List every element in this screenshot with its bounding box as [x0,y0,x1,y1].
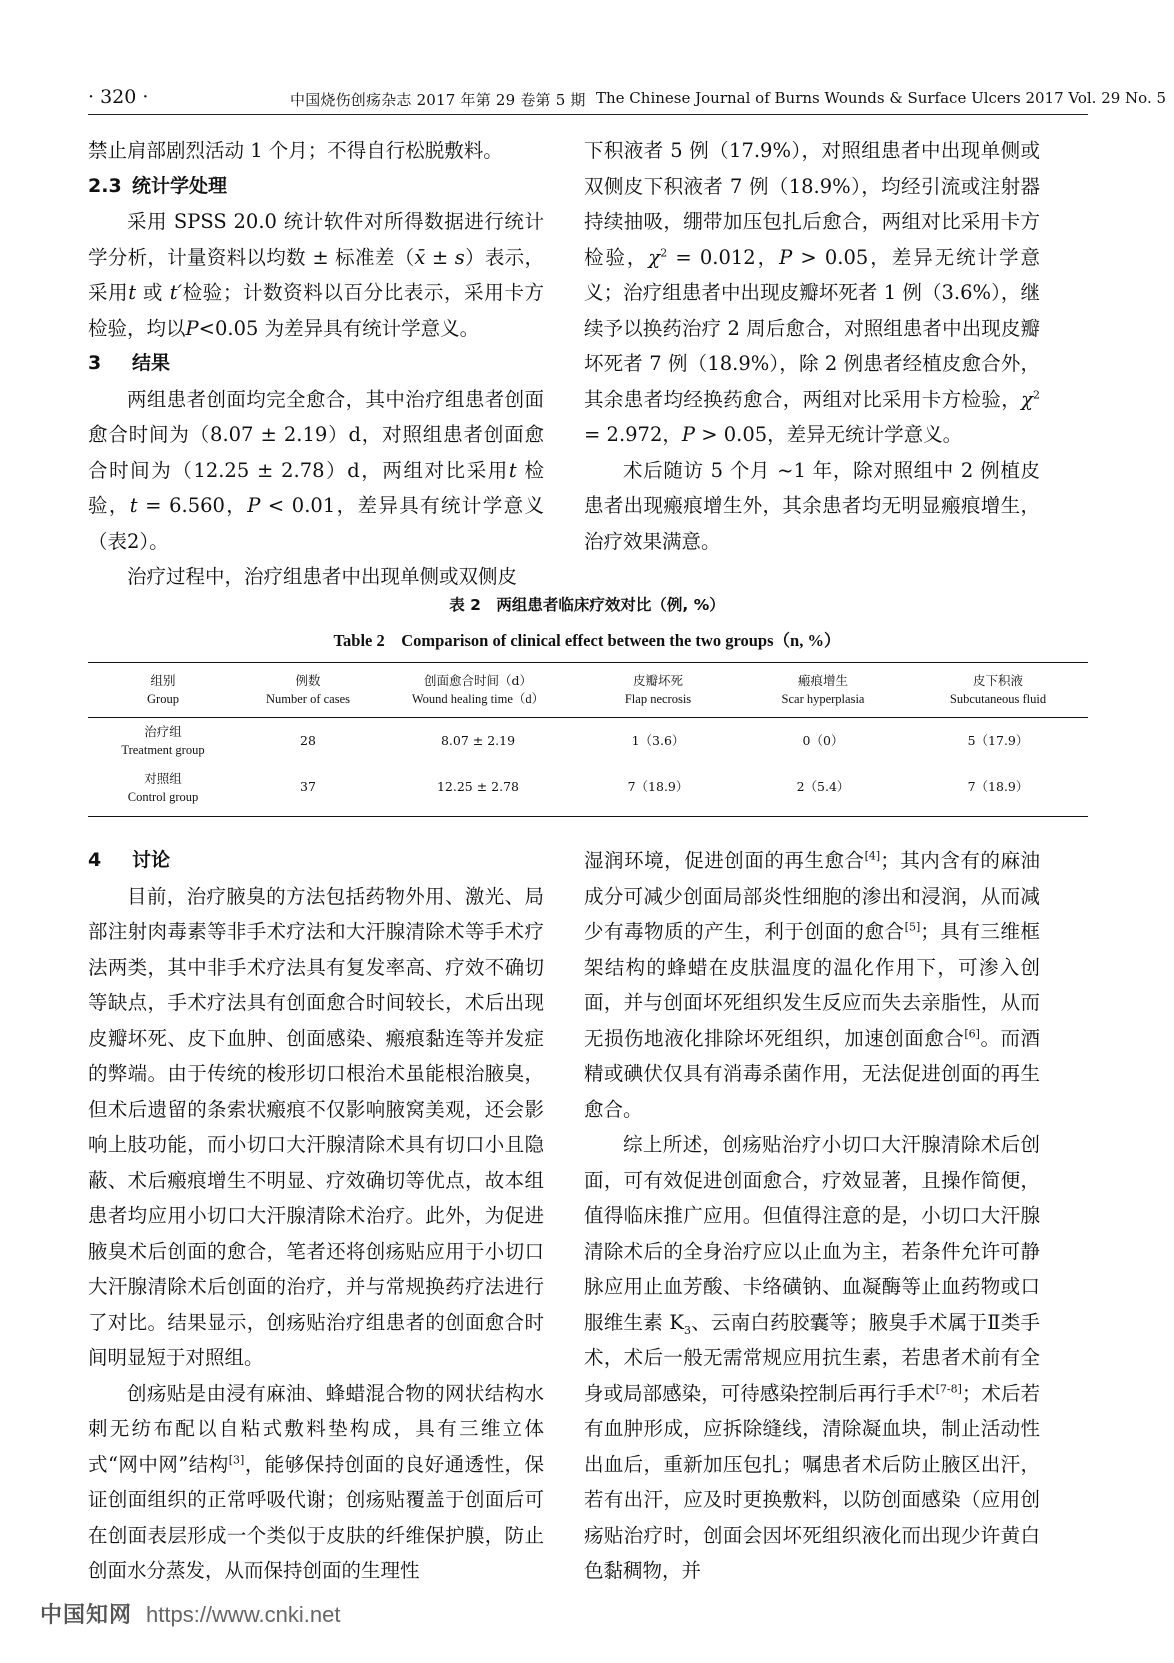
paragraph: 采用 SPSS 20.0 统计软件对所得数据进行统计学分析，计量资料以均数 ± 标准差（x̄ ± s）表示，采用t 或 t′检验；计数资料以百分比表示，采用卡方检验，均以P<0.05 为差异具有统计学意义。 [88,210,544,340]
table-header-healing: 创面愈合时间（d） Wound healing time（d） [411,673,545,706]
paragraph: 下积液者 5 例（17.9%），对照组患者中出现单侧或双侧皮下积液者 7 例（18.9%），均经引流或注射器持续抽吸，绷带加压包扎后愈合，两组对比采用卡方检验，$\chi^2 = 0.012$，P > 0.05，差异无统计学意义；治疗组患者中出现皮瓣坏死者 1 例（3.6%），继续予以换药治疗 2 周后愈合，对照组患者中出现皮瓣坏死者 7 例（18.9%），除 2 例患者经植皮愈合外，其余患者均经换药愈合，两组对比采用卡方检验，$\chi^2 = 2.972$，P > 0.05，差异无统计学意义。 [584,139,1040,446]
table-header-flap: 皮瓣坏死 Flap necrosis [624,673,692,706]
table-cell: 5（17.9） [967,733,1029,748]
section-heading-3: 3 结果 [88,352,171,374]
table-row-treatment-group: 治疗组 Treatment group [121,724,205,757]
cnki-url: https://www.cnki.net [146,1602,341,1627]
citation: [4] [864,849,881,863]
table-header-group: 组别 Group [147,673,179,706]
section-heading-4: 4 讨论 [88,849,171,871]
paragraph: 治疗过程中，治疗组患者中出现单侧或双侧皮 [127,565,518,588]
paragraph: 综上所述，创疡贴治疗小切口大汗腺清除术后创面，可有效促进创面愈合，疗效显著，且操作简便，值得临床推广应用。但值得注意的是，小切口大汗腺清除术后的全身治疗应以止血为主，若条件允许可静脉应用止血芳酸、卡络磺钠、血凝酶等止血药物或口服维生素 $K_3$、云南白药胶囊等；腋臭手术属于Ⅱ类手术，术后一般无需常规应用抗生素，若患者术前有全身或局部感染，可待感染控制后再行手术[7-8]；术后若有血肿形成，应拆除缝线，清除凝血块，制止活动性出血后，重新加压包扎；嘱患者术后防止腋区出汗，若有出汗，应及时更换敷料，以防创面感染（应用创疡贴治疗时，创面会因坏死组织液化而出现少许黄白色黏稠物，并 [584,1133,1040,1582]
right-column-bottom [584,843,1040,1589]
left-column-top [88,133,544,595]
right-column-top [584,133,1040,559]
table-cell: 28 [300,733,316,748]
header-rule [88,114,1088,115]
left-column-bottom [88,843,544,1589]
table-cell: 8.07 ± 2.19 [440,733,516,748]
table-rule-top [88,662,1088,663]
table-header-scar: 瘢痕增生 Scar hyperplasia [781,673,865,706]
table-caption-en: Table 2 Comparison of clinical effect between the two groups（n, %） [333,631,841,650]
table-cell: 12.25 ± 2.78 [436,779,520,794]
section-heading-2-3: 2.3 统计学处理 [88,174,228,197]
cnki-logo: 中国知网 [40,1603,133,1628]
page-header [0,0,1174,130]
table-cell: 2（5.4） [796,779,850,794]
table-header-cases: 例数 Number of cases [266,673,350,706]
citation: [7-8] [935,1382,962,1395]
paragraph: 两组患者创面均完全愈合，其中治疗组患者创面愈合时间为（8.07 ± 2.19）d，对照组患者创面愈合时间为（12.25 ± 2.78）d，两组对比采用t 检验，t = 6.560，P < 0.01，差异具有统计学意义（表2）。 [88,387,544,553]
journal-title-en: The Chinese Journal of Burns Wounds & Surface Ulcers 2017 Vol. 29 No. 5 [596,89,1167,107]
table-cell: 1（3.6） [631,733,685,748]
table-caption-cn: 表 2 两组患者临床疗效对比（例, %） [449,596,725,614]
table-cell: 0（0） [802,733,844,748]
table-cell: 7（18.9） [627,779,689,794]
table-row-control-group: 对照组 Control group [127,771,199,804]
citation: [6] [964,1027,980,1040]
page-number: · 320 · [88,86,149,108]
citation: [3] [228,1453,245,1466]
table-header-fluid: 皮下积液 Subcutaneous fluid [949,673,1047,706]
paragraph: 创疡贴是由浸有麻油、蜂蜡混合物的网状结构水刺无纺布配以自粘式敷料垫构成，具有三维立体式“网中网”结构[3]，能够保持创面的良好通透性，保证创面组织的正常呼吸代谢；创疡贴覆盖于创面后可在创面表层形成一个类似于皮肤的纤维保护膜，防止创面水分蒸发，从而保持创面的生理性 [88,1381,544,1582]
paragraph: 术后随访 5 个月 ~1 年，除对照组中 2 例植皮患者出现瘢痕增生外，其余患者均无明显瘢痕增生，治疗效果满意。 [584,458,1040,553]
table-cell: 7（18.9） [967,779,1029,794]
citation: [5] [904,920,921,934]
paragraph: 禁止肩部剧烈活动 1 个月；不得自行松脱敷料。 [88,139,503,162]
paragraph: 湿润环境，促进创面的再生愈合[4]；其内含有的麻油成分可减少创面局部炎性细胞的渗出和浸润，从而减少有毒物质的产生，利于创面的愈合[5]；具有三维框架结构的蜂蜡在皮肤温度的温化作用下，可渗入创面，并与创面坏死组织发生反应而失去亲脂性，从而无损伤地液化排除坏死组织，加速创面愈合[6]。而酒精或碘伏仅具有消毒杀菌作用，无法促进创面的再生愈合。 [584,849,1040,1121]
table-rule-mid [88,717,1088,718]
table-rule-bottom [88,816,1088,817]
table-cell: 37 [300,779,316,794]
journal-title-cn: 中国烧伤创疡杂志 2017 年第 29 卷第 5 期 [290,91,586,109]
paragraph: 目前，治疗腋臭的方法包括药物外用、激光、局部注射肉毒素等非手术疗法和大汗腺清除术等手术疗法两类，其中非手术疗法具有复发率高、疗效不确切等缺点，手术疗法具有创面愈合时间较长，术后出现皮瓣坏死、皮下血肿、创面感染、瘢痕黏连等并发症的弊端。由于传统的梭形切口根治术虽能根治腋臭，但术后遗留的条索状瘢痕不仅影响腋窝美观，还会影响上肢功能，而小切口大汗腺清除术具有切口小且隐蔽、术后瘢痕增生不明显、疗效确切等优点，故本组患者均应用小切口大汗腺清除术治疗。此外，为促进腋臭术后创面的愈合，笔者还将创疡贴应用于小切口大汗腺清除术后创面的治疗，并与常规换药疗法进行了对比。结果显示，创疡贴治疗组患者的创面愈合时间明显短于对照组。 [88,884,544,1369]
cnki-watermark [40,1598,340,1629]
